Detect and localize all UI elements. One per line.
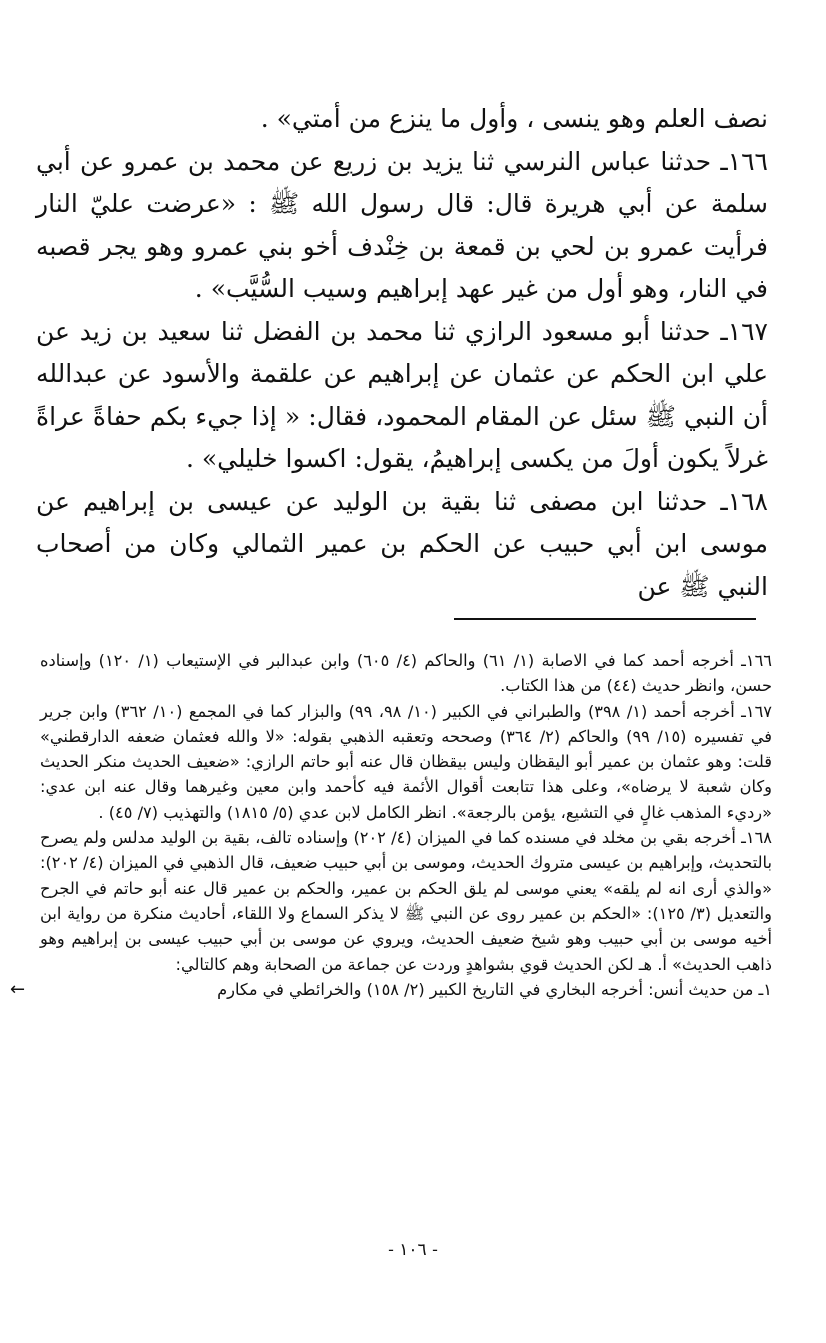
text-paragraph: نصف العلم وهو ينسى ، وأول ما ينزع من أمتي» . xyxy=(260,104,768,133)
hadith-168: ١٦٨ـ حدثنا ابن مصفى ثنا بقية بن الوليد عن عيسى بن إبراهيم عن موسى ابن أبي حبيب عن الحكم بن عمير الثمالي وكان من أصحاب النبي ﷺ عن xyxy=(36,486,768,601)
footnote-separator xyxy=(454,618,756,620)
page-number: - ١٠٦ - xyxy=(388,1240,438,1260)
hadith-167: ١٦٧ـ حدثنا أبو مسعود الرازي ثنا محمد بن الفضل ثنا سعيد بن زيد عن علي ابن الحكم عن عثمان عن إبراهيم عن علقمة والأسود عن عبدالله أن النبي ﷺ سئل عن المقام المحمود، فقال: « إذا جيء بكم حفاةً عراةً غرلاً يكون أولَ من يكسى إبراهيمُ، يقول: اكسوا خليلي» . xyxy=(36,316,769,473)
footnote-continued-text: ١ـ من حديث أنس: أخرجه البخاري في التاريخ الكبير (٢/ ١٥٨) والخرائطي في مكارم xyxy=(217,979,772,999)
footnote-167: ١٦٧ـ أخرجه أحمد (١/ ٣٩٨) والطبراني في الكبير (١٠/ ٩٨، ٩٩) والبزار كما في المجمع (١٠/ ٣٦٢) وابن جرير في تفسيره (١٥/ ٩٩) والحاكم (٢/ ٣٦٤) وصححه وتعقبه الذهبي بقوله: «لا والله فعثمان ضعفه الدارقطني» قلت: وهو عثمان بن عمير أبو اليقظان وليس بيقظان قال عنه أبو حاتم الرازي: «ضعيف الحديث منكر الحديث وكان شعبة لا يرضاه»، وعلى هذا تتابعت أقوال الأئمة فيه كأحمد وابن معين وغيرهما وقال عنه ابن عدي: «رديء المذهب غالٍ في التشيع، يؤمن بالرجعة». انظر الكامل لابن عدي (٥/ ١٨١٥) والتهذيب (٧/ ٤٥) . xyxy=(40,701,772,822)
footnotes xyxy=(10,648,772,1002)
hadith-166: ١٦٦ـ حدثنا عباس النرسي ثنا يزيد بن زريع عن محمد بن عمرو عن أبي سلمة عن أبي هريرة قال: قال رسول الله ﷺ : «عرضت عليّ النار فرأيت عمرو بن لحي بن قمعة بن خِنْدف أخو بني عمرو وهو يجر قصبه في النار، وهو أول من غير عهد إبراهيم وسيب السُّيَّب» . xyxy=(36,146,768,303)
footnote-168: ١٦٨ـ أخرجه بقي بن مخلد في مسنده كما في الميزان (٤/ ٢٠٢) وإسناده تالف، بقية بن الوليد مدلس ولم يصرح بالتحديث، وإبراهيم بن عيسى متروك الحديث، وموسى بن أبي حبيب ضعيف، قال الذهبي في الميزان (٤/ ٢٠٢): «والذي أرى انه لم يلقه» يعني موسى لم يلق الحكم بن عمير، والحكم بن عمير قال عنه أبو حاتم في الجرح والتعديل (٣/ ١٢٥): «الحكم بن عمير روى عن النبي ﷺ لا يذكر السماع ولا اللقاء، أحاديث منكرة من رواية ابن أخيه موسى بن أبي حبيب وهو شيخ ضعيف الحديث، ويروي عن موسى بن أبي حبيب عيسى بن إبراهيم وهو ذاهب الحديث» أ. هـ لكن الحديث قوي بشواهدٍ وردت عن جماعة من الصحابة وهم كالتالي: xyxy=(40,828,772,974)
main-text xyxy=(36,98,768,608)
continuation-arrow-icon: ← xyxy=(10,978,26,1000)
footnote-166: ١٦٦ـ أخرجه أحمد كما في الاصابة (١/ ٦١) والحاكم (٤/ ٦٠٥) وابن عبدالبر في الإستيعاب (١/ ١٢٠) وإسناده حسن، وانظر حديث (٤٤) من هذا الكتاب. xyxy=(40,651,772,696)
footnote-continued xyxy=(10,977,772,1002)
